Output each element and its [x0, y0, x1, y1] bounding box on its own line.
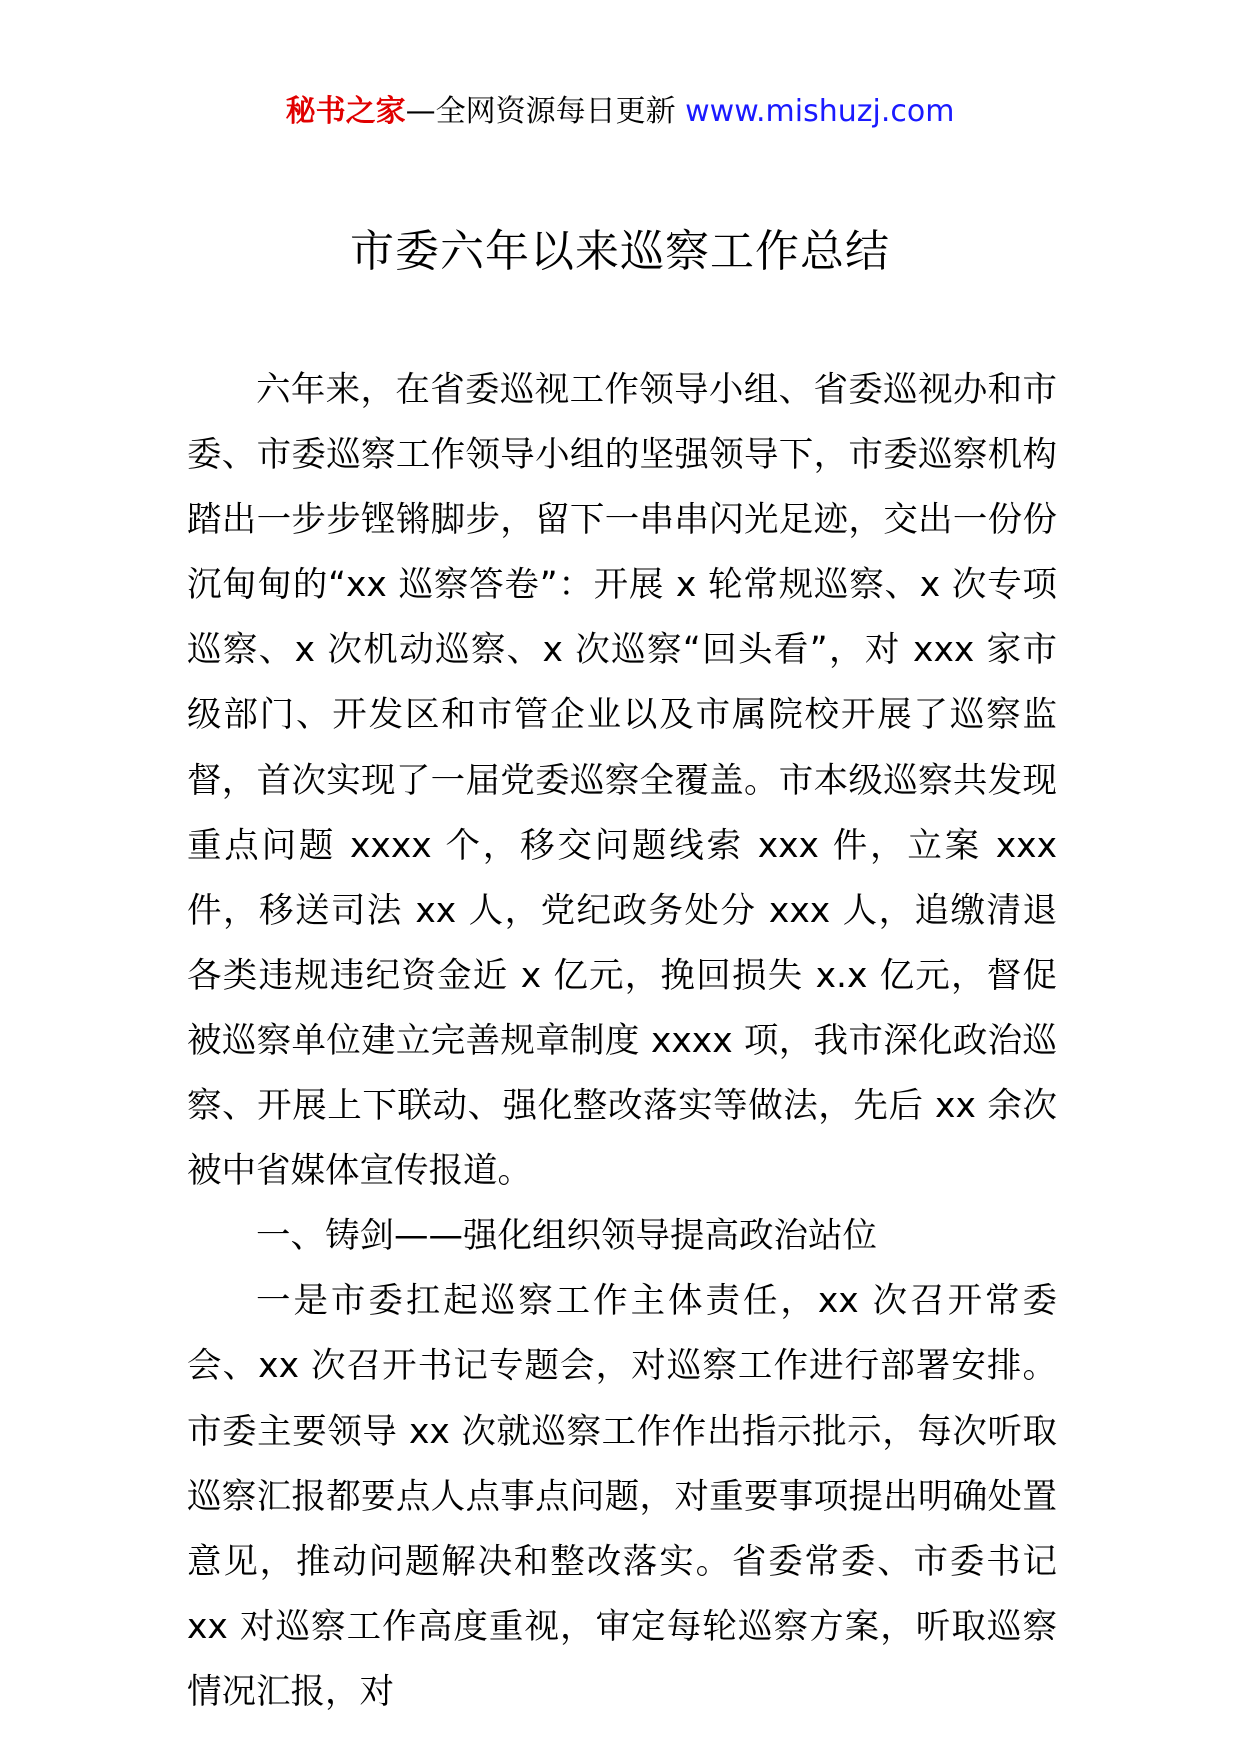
paragraph-section-1: 一是市委扛起巡察工作主体责任，xx 次召开常委会、xx 次召开书记专题会，对巡察工作进行部署安排。市委主要领导 xx 次就巡察工作作出指示批示，每次听取巡察汇报都要点人点事点问题，对重要事项提出明确处置意见，推动问题解决和整改落实。省委常委、市委书记 xx 对巡察工作高度重视，审定每轮巡察方案，听取巡察情况汇报，对 — [187, 1281, 1057, 1712]
document-title: 市委六年以来巡察工作总结 — [350, 226, 890, 277]
section-heading-1: 一、铸剑——强化组织领导提高政治站位 — [256, 1216, 877, 1257]
header-tagline: —全网资源每日更新 — [405, 94, 676, 129]
paragraph-intro: 六年来，在省委巡视工作领导小组、省委巡视办和市委、市委巡察工作领导小组的坚强领导下，市委巡察机构踏出一步步铿锵脚步，留下一串串闪光足迹，交出一份份沉甸甸的“xx 巡察答卷”：开展 x 轮常规巡察、x 次专项巡察、x 次机动巡察、x 次巡察“回头看”，对 xxx 家市级部门、开发区和市管企业以及市属院校开展了巡察监督，首次实现了一届党委巡察全覆盖。市本级巡察共发现重点问题 xxxx 个，移交问题线索 xxx 件，立案 xxx 件，移送司法 xx 人，党纪政务处分 xxx 人，追缴清退各类违规违纪资金近 x 亿元，挽回损失 x.x 亿元，督促被巡察单位建立完善规章制度 xxxx 项，我市深化政治巡察、开展上下联动、强化整改落实等做法，先后 xx 余次被中省媒体宣传报道。 — [187, 370, 1057, 1192]
document-body — [187, 358, 1057, 1725]
brand-name: 秘书之家 — [285, 94, 406, 129]
site-url-link[interactable]: www.mishuzj.com — [685, 94, 955, 129]
site-header — [0, 92, 1240, 132]
